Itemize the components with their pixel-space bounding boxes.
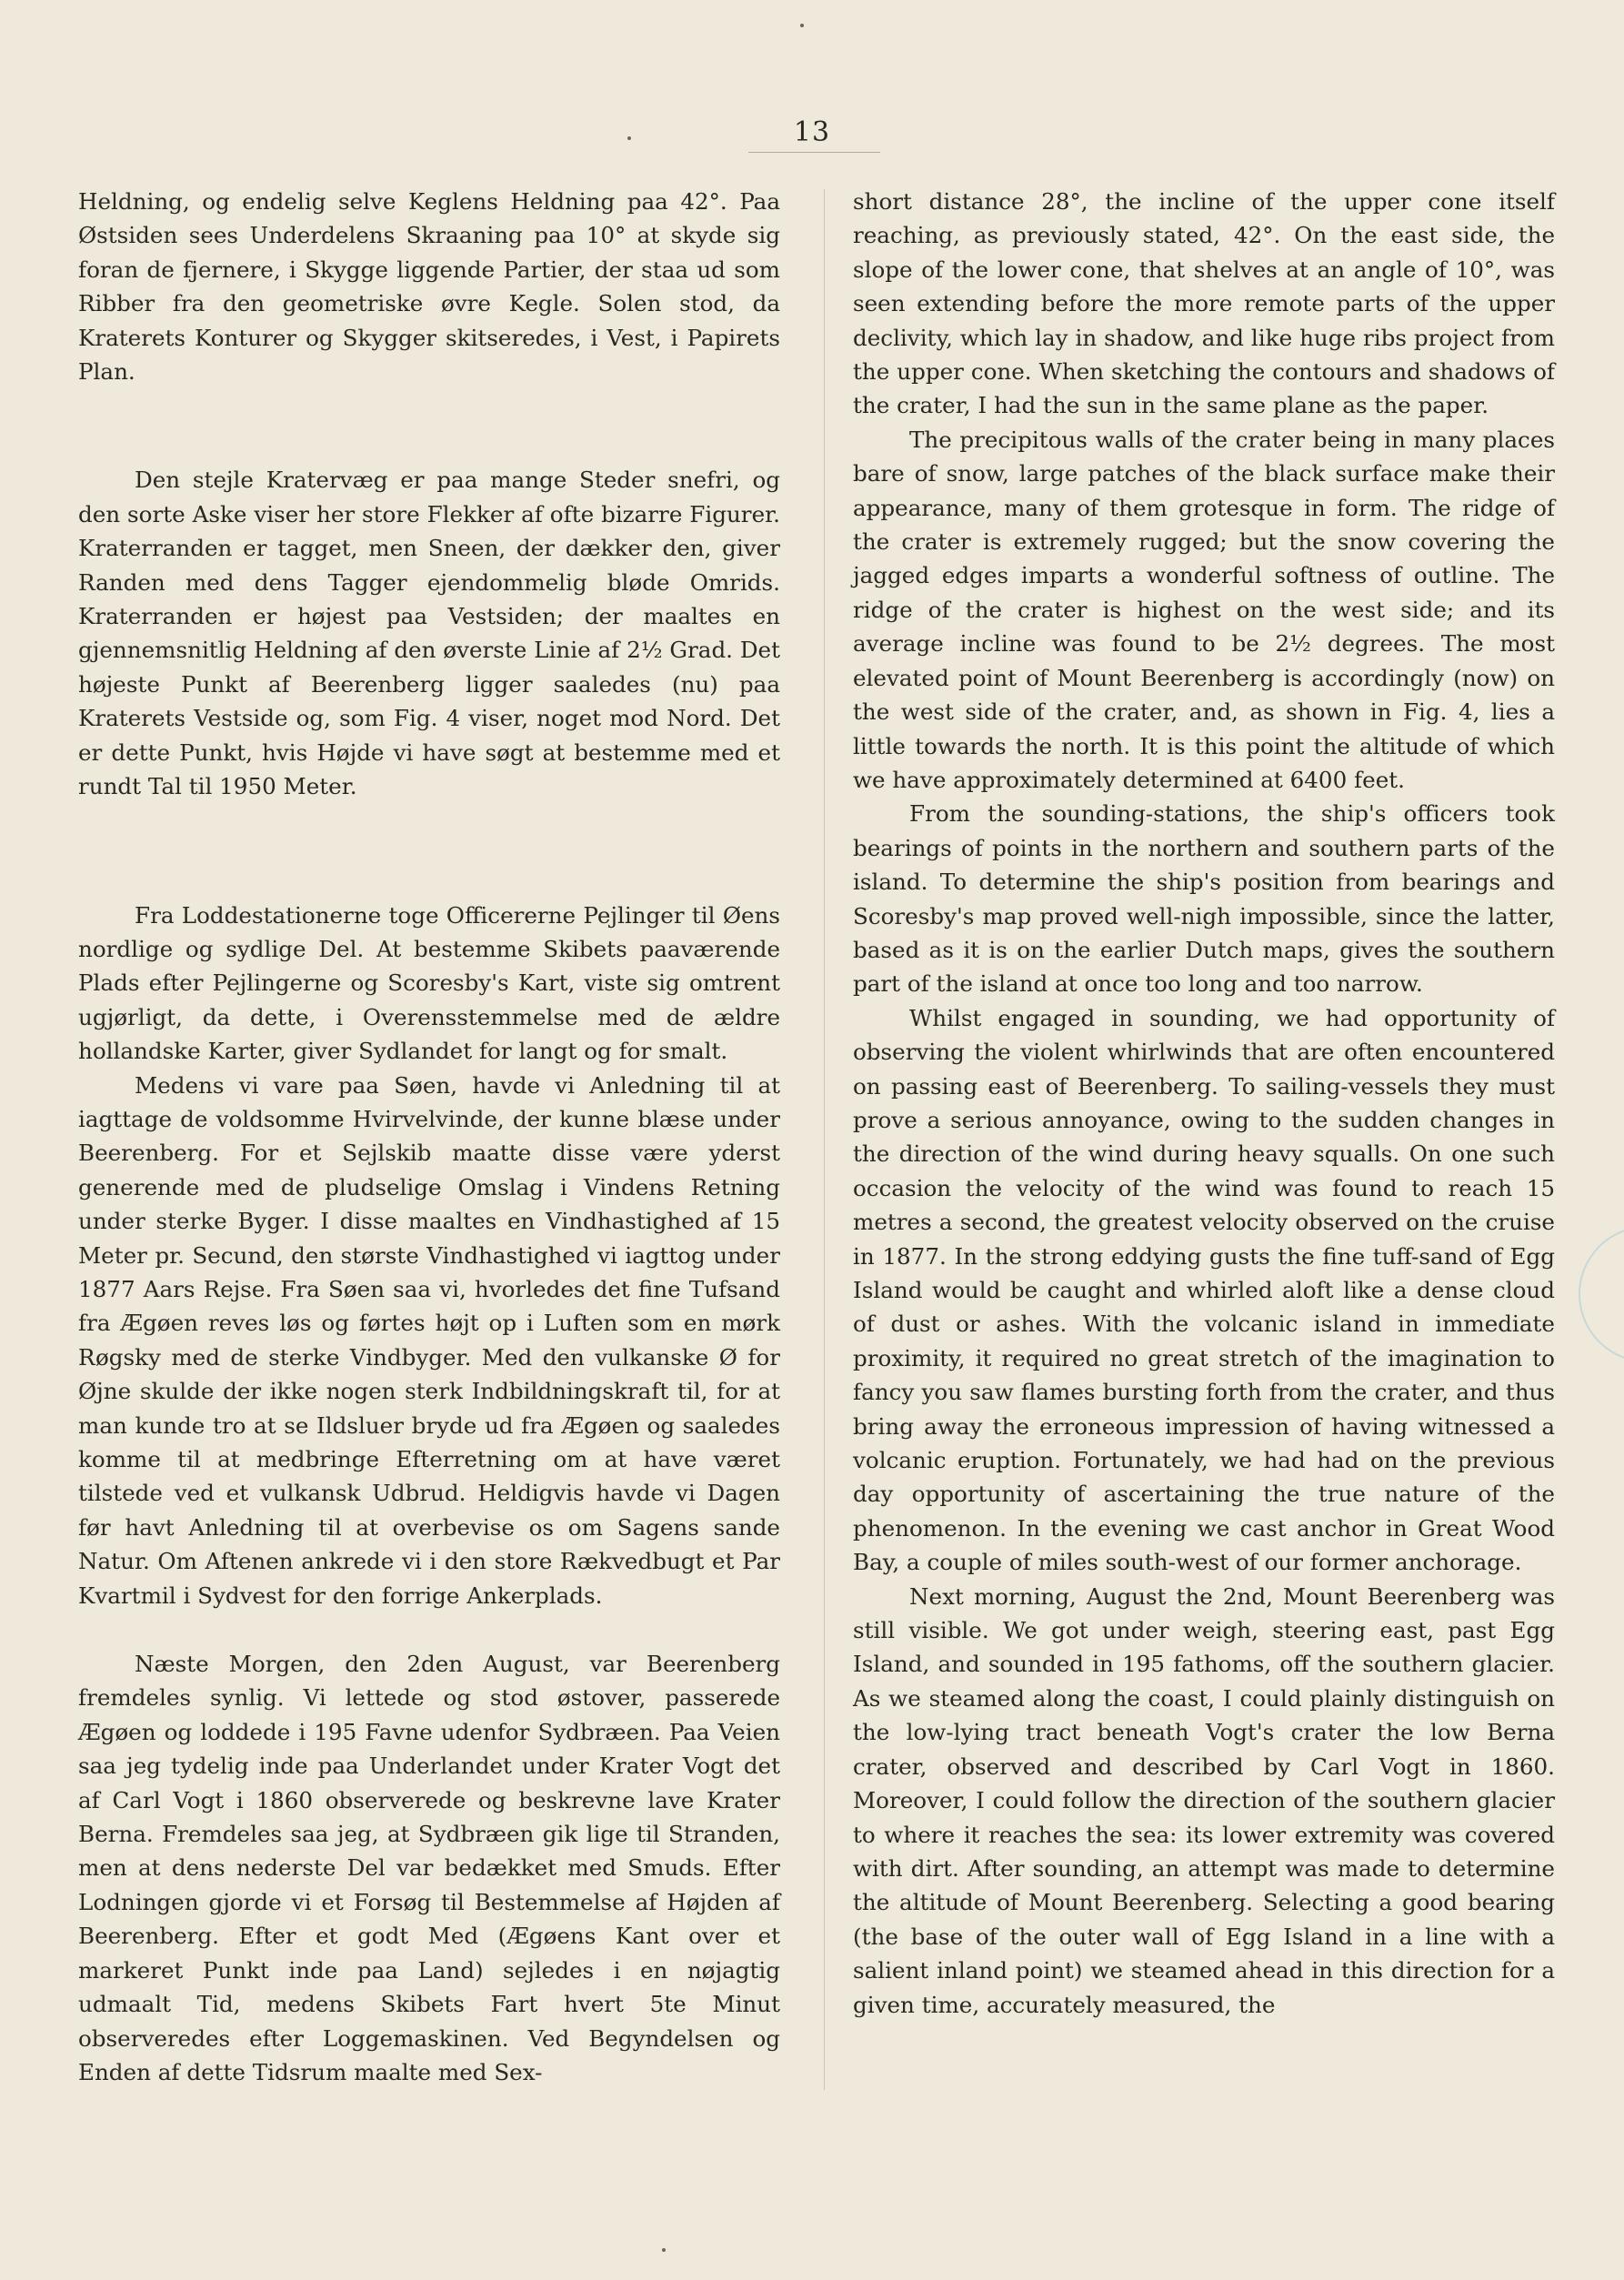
danish-column: [78, 185, 780, 2089]
english-paragraph-1: short distance 28°, the incline of the upper cone itself reaching, as previously stated, 42°. On the east side, the slope of the lower cone, that shelves at an angle of 10°, was seen extending before the more remote parts of the upper declivity, which lay in shadow, and like huge ribs project from the upper cone. When sketching the contours and shadows of the crater, I had the sun in the same plane as the paper.: [853, 188, 1555, 419]
english-column: [853, 185, 1555, 2022]
header-rule: [748, 152, 880, 153]
english-paragraph-5: Next morning, August the 2nd, Mount Beerenberg was still visible. We got under weigh, steering east, past Egg Island, and sounded in 195 fathoms, off the southern glacier. As we steamed along the coast, I could plainly distinguish on the low-lying tract beneath Vogt's crater the low Berna crater, observed and described by Carl Vogt in 1860. Moreover, I could follow the direction of the southern glacier to where it reaches the sea: its lower extremity was covered with dirt. After sounding, an attempt was made to determine the altitude of Mount Beerenberg. Selecting a good bearing (the base of the outer wall of Egg Island in a line with a salient inland point) we steamed ahead in this direction for a given time, accurately measured, the: [853, 1582, 1555, 2018]
danish-paragraph-4: Medens vi vare paa Søen, havde vi Anledning til at iagttage de voldsomme Hvirvelvinde, der kunne blæse under Beerenberg. For et Sejlskib maatte disse være yderst generende med de pludselige Omslag i Vindens Retning under sterke Byger. I disse maaltes en Vindhastighed af 15 Meter pr. Secund, den største Vindhastighed vi iagttog under 1877 Aars Rejse. Fra Søen saa vi, hvorledes det fine Tufsand fra Ægøen reves løs og førtes højt op i Luften som en mørk Røgsky med de sterke Vindbyger. Med den vulkanske Ø for Øjne skulde der ikke nogen sterk Indbildningskraft til, for at man kunde tro at se Ildsluer bryde ud fra Ægøen og saaledes komme til at medbringe Efterretning om at have været tilstede ved et vulkansk Udbrud. Heldigvis havde vi Dagen før havt Anledning til at overbevise os om Sagens sande Natur. Om Aftenen ankrede vi i den store Rækvedbugt et Par Kvartmil i Sydvest for den forrige Ankerplads.: [78, 1071, 780, 1609]
column-divider: [824, 189, 825, 2090]
page-number: 13: [793, 116, 831, 148]
danish-paragraph-2: Den stejle Kratervæg er paa mange Steder snefri, og den sorte Aske viser her store Flekker af ofte bizarre Figurer. Kraterranden er tagget, men Sneen, der dækker den, giver Randen med dens Tagger ejendommelig bløde Omrids. Kraterranden er højest paa Vestsiden; der maaltes en gjennemsnitlig Heldning af den øverste Linie af 2½ Grad. Det højeste Punkt af Beerenberg ligger saaledes (nu) paa Kraterets Vestside og, som Fig. 4 viser, noget mod Nord. Det er dette Punkt, hvis Højde vi have søgt at bestemme med et rundt Tal til 1950 Meter.: [78, 467, 780, 800]
danish-paragraph-1: Heldning, og endelig selve Keglens Heldning paa 42°. Paa Østsiden sees Underdelens Skraaning paa 10° at skyde sig foran de fjernere, i Skygge liggende Partier, der staa ud som Ribber fra den geometriske øvre Kegle. Solen stod, da Kraterets Konturer og Skygger skitseredes, i Vest, i Papirets Plan.: [78, 188, 780, 386]
english-paragraph-3: From the sounding-stations, the ship's officers took bearings of points in the northern and southern parts of the island. To determine the ship's position from bearings and Scoresby's map proved well-nigh impossible, since the latter, based as it is on the earlier Dutch maps, gives the southern part of the island at once too long and too narrow.: [853, 800, 1555, 998]
paper-speck: [627, 136, 631, 140]
library-stamp: [1579, 1226, 1624, 1362]
english-paragraph-4: Whilst engaged in sounding, we had opportunity of observing the violent whirlwinds that are often encountered on passing east of Beerenberg. To sailing-vessels they must prove a serious annoyance, owing to the sudden changes in the direction of the wind during heavy squalls. On one such occasion the velocity of the wind was found to reach 15 metres a second, the greatest velocity observed on the cruise in 1877. In the strong eddying gusts the fine tuff-sand of Egg Island would be caught and whirled aloft like a dense cloud of dust or ashes. With the volcanic island in immediate proximity, it required no great stretch of the imagination to fancy you saw flames bursting forth from the crater, and thus bring away the erroneous impression of having witnessed a volcanic eruption. Fortunately, we had had on the previous day opportunity of ascertaining the true nature of the phenomenon. In the evening we cast anchor in Great Wood Bay, a couple of miles south-west of our former anchorage.: [853, 1004, 1555, 1576]
danish-paragraph-3: Fra Loddestationerne toge Officererne Pejlinger til Øens nordlige og sydlige Del. At bestemme Skibets paaværende Plads efter Pejlingerne og Scoresby's Kart, viste sig omtrent ugjørligt, da dette, i Overensstemmelse med de ældre hollandske Karter, giver Sydlandet for langt og for smalt.: [78, 901, 780, 1065]
danish-paragraph-5: Næste Morgen, den 2den August, var Beerenberg fremdeles synlig. Vi lettede og stod østover, passerede Ægøen og loddede i 195 Favne udenfor Sydbræen. Paa Veien saa jeg tydelig inde paa Underlandet under Krater Vogt det af Carl Vogt i 1860 observerede og beskrevne lave Krater Berna. Fremdeles saa jeg, at Sydbræen gik lige til Stranden, men at dens nederste Del var bedækket med Smuds. Efter Lodningen gjorde vi et Forsøg til Bestemmelse af Højden af Beerenberg. Efter et godt Med (Ægøens Kant over et markeret Punkt inde paa Land) sejledes i en nøjagtig udmaalt Tid, medens Skibets Fart hvert 5te Minut observeredes efter Loggemaskinen. Ved Begyndelsen og Enden af dette Tidsrum maalte med Sex-: [78, 1651, 780, 2085]
english-paragraph-2: The precipitous walls of the crater being in many places bare of snow, large patches of the black surface make their appearance, many of them grotesque in form. The ridge of the crater is extremely rugged; but the snow covering the jagged edges imparts a wonderful softness of outline. The ridge of the crater is highest on the west side; and its average incline was found to be 2½ degrees. The most elevated point of Mount Beerenberg is accordingly (now) on the west side of the crater, and, as shown in Fig. 4, lies a little towards the north. It is this point the altitude of which we have approximately determined at 6400 feet.: [853, 426, 1555, 793]
paper-speck: [800, 24, 804, 27]
paper-speck: [662, 2248, 666, 2252]
